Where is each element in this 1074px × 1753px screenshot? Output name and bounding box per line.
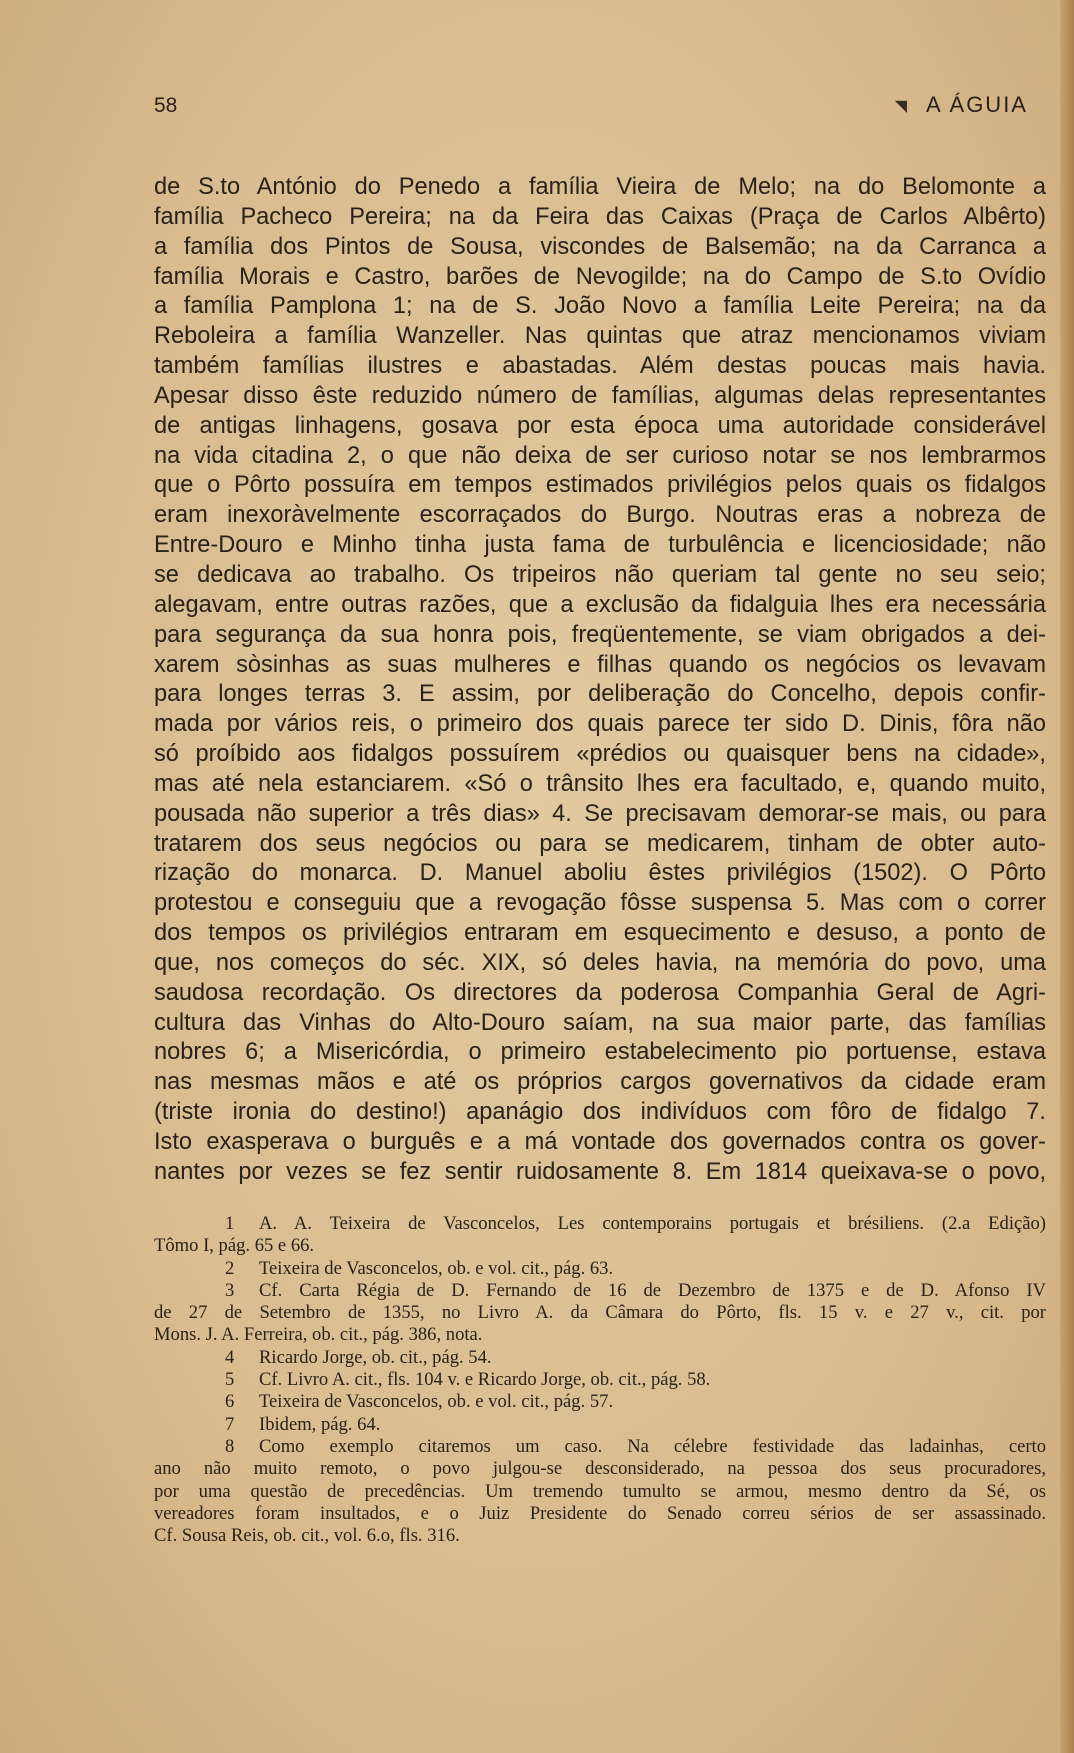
text-line: Apesar disso êste reduzido número de famílias, algumas delas representantes [154,382,1046,409]
text-line: protestou e conseguiu que a revogação fôsse suspensa 5. Mas com o correr [154,890,1046,917]
text-line: para longes terras 3. E assim, por deliberação do Concelho, depois confir- [154,681,1046,708]
page-number: 58 [154,94,178,117]
footnote-text: Como exemplo citaremos um caso. Na célebre festividade das ladainhas, certo [259,1435,1046,1457]
footnote-number: 2 [225,1257,235,1279]
body-text [154,173,1046,1188]
text-line: saudosa recordação. Os directores da poderosa Companhia Geral de Agri- [154,979,1046,1006]
footnote-4 [154,1347,1046,1369]
footnote-line: vereadores foram insultados, e o Juiz Presidente do Senado correu sérios de ser assassinado. [154,1502,1046,1524]
footnote-line: Cf. Sousa Reis, ob. cit., vol. 6.o, fls. 316. [154,1525,460,1547]
footnote-line: ano não muito remoto, o povo julgou-se desconsiderado, na pessoa dos seus procuradores, [154,1458,1046,1480]
text-line: também famílias ilustres e abastadas. Além destas poucas mais havia. [154,353,1046,380]
text-line: Entre-Douro e Minho tinha justa fama de turbulência e licenciosidade; não [154,532,1046,559]
text-line: a família dos Pintos de Sousa, viscondes de Balsemão; na da Carranca a [154,233,1046,260]
text-line: pousada não superior a três dias» 4. Se precisavam demorar-se mais, ou para [154,800,1046,827]
ink-mark-icon: ◥ [894,98,907,115]
text-line: que, nos começos do séc. XIX, só deles havia, na memória do povo, uma [154,949,1046,976]
footnote-7 [154,1414,1046,1436]
footnote-line: Tômo I, pág. 65 e 66. [154,1235,315,1257]
footnote-text: Teixeira de Vasconcelos, ob. e vol. cit., pág. 57. [259,1391,614,1413]
footnote-8 [154,1436,1046,1458]
footnote-number: 5 [225,1369,235,1391]
footnote-number: 7 [225,1413,235,1435]
footnote-2 [154,1258,1046,1280]
footnote-line: por uma questão de precedências. Um tremendo tumulto se armou, mesmo dentro da Sé, os [154,1480,1046,1502]
footnote-text: Ibidem, pág. 64. [259,1413,381,1435]
footnote-number: 3 [225,1279,235,1301]
footnote-3 [154,1280,1046,1302]
footnote-line: Mons. J. A. Ferreira, ob. cit., pág. 386, nota. [154,1324,483,1346]
text-line: rização do monarca. D. Manuel aboliu êstes privilégios (1502). O Pôrto [154,860,1046,887]
footnote-number: 8 [225,1435,235,1457]
footnotes [154,1213,1046,1547]
footnote-6 [154,1391,1046,1413]
footnote-text: Teixeira de Vasconcelos, ob. e vol. cit., pág. 63. [259,1257,614,1279]
text-line: Isto exasperava o burguês e a má vontade dos governados contra os gover- [154,1129,1046,1155]
text-line: mas até nela estanciarem. «Só o trânsito lhes era facultado, e, quando muito, [154,770,1046,797]
text-line: família Morais e Castro, barões de Nevogilde; na do Campo de S.to Ovídio [154,263,1046,290]
text-line: (triste ironia do destino!) apanágio dos indivíduos com fôro de fidalgo 7. [154,1099,1046,1126]
text-line: mada por vários reis, o primeiro dos quais parece ter sido D. Dinis, fôra não [154,711,1046,738]
text-line: de S.to António do Penedo a família Vieira de Melo; na do Belomonte a [154,174,1046,200]
text-line: nas mesmas mãos e até os próprios cargos governativos da cidade eram [154,1069,1046,1096]
running-title: A ÁGUIA [925,92,1028,117]
footnote-text: Cf. Livro A. cit., fls. 104 v. e Ricardo Jorge, ob. cit., pág. 58. [259,1369,711,1391]
text-line: xarem sòsinhas as suas mulheres e filhas quando os negócios os levavam [154,651,1046,678]
footnote-text: Ricardo Jorge, ob. cit., pág. 54. [259,1346,492,1368]
text-line: só proíbido aos fidalgos possuírem «prédios ou quaisquer bens na cidade», [154,741,1046,768]
footnote-number: 6 [225,1391,235,1413]
footnote-1 [154,1213,1046,1235]
text-line: dos tempos os privilégios entraram em esquecimento e desuso, a ponto de [154,920,1046,947]
text-line: alegavam, entre outras razões, que a exclusão da fidalguia lhes era necessária [154,591,1046,618]
page-header [154,88,1044,118]
page-edge [1060,0,1074,1753]
text-line: na vida citadina 2, o que não deixa de ser curioso notar se nos lembrarmos [154,442,1046,469]
text-line: se dedicava ao trabalho. Os tripeiros não queriam tal gente no seu seio; [154,561,1046,588]
text-line: de antigas linhagens, gosava por esta época uma autoridade considerável [154,412,1046,439]
footnote-number: 1 [225,1213,235,1234]
text-line: nobres 6; a Misericórdia, o primeiro estabelecimento pio portuense, estava [154,1039,1046,1066]
text-line: para segurança da sua honra pois, freqüentemente, se viam obrigados a dei- [154,621,1046,648]
footnote-number: 4 [225,1346,235,1368]
text-line: a família Pamplona 1; na de S. João Novo a família Leite Pereira; na da [154,293,1046,320]
footnote-text: Cf. Carta Régia de D. Fernando de 16 de Dezembro de 1375 e de D. Afonso IV [259,1279,1046,1301]
footnote-line: de 27 de Setembro de 1355, no Livro A. da Câmara do Pôrto, fls. 15 v. e 27 v., cit. por [154,1302,1046,1324]
text-line: nantes por vezes se fez sentir ruidosamente 8. Em 1814 queixava-se o povo, [154,1158,1046,1185]
footnote-text: A. A. Teixeira de Vasconcelos, Les contemporains portugais et brésiliens. (2.a Edição) [259,1213,1046,1234]
text-line: família Pacheco Pereira; na da Feira das Caixas (Praça de Carlos Albêrto) [154,203,1046,230]
text-line: cultura das Vinhas do Alto-Douro saíam, na sua maior parte, das famílias [154,1009,1046,1036]
text-line: tratarem dos seus negócios ou para se medicarem, tinham de obter auto- [154,830,1046,857]
text-line: que o Pôrto possuíra em tempos estimados privilégios pelos quais os fidalgos [154,472,1046,499]
text-line: eram inexoràvelmente escorraçados do Burgo. Noutras eras a nobreza de [154,502,1046,529]
footnote-5 [154,1369,1046,1391]
text-line: Reboleira a família Wanzeller. Nas quintas que atraz mencionamos viviam [154,323,1046,350]
